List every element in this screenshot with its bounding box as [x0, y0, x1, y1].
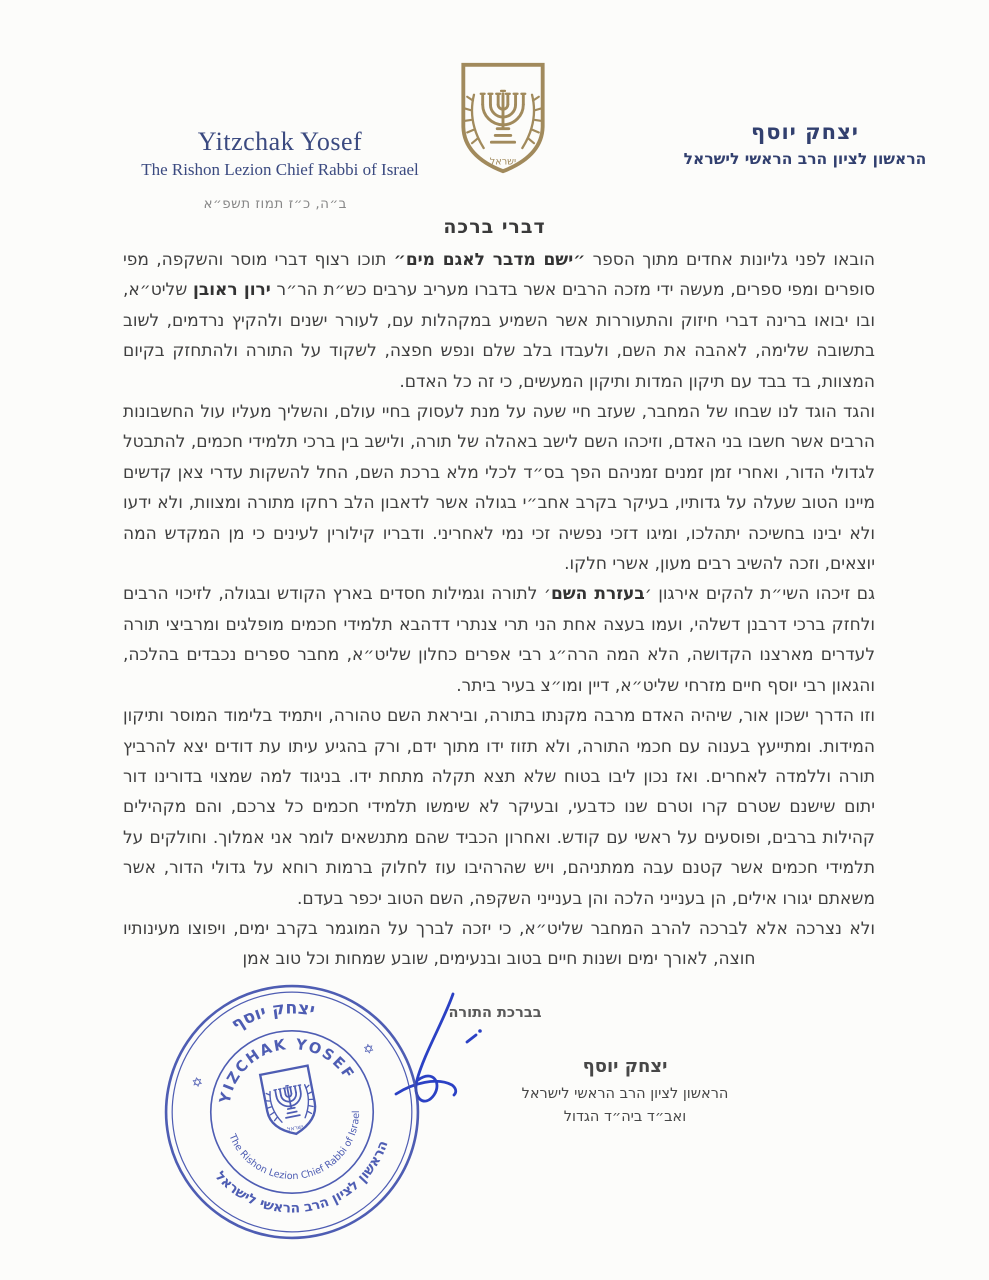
closing-blessing: בברכת התורה	[448, 1005, 542, 1021]
body-text-segment-bold: ״ישם מדבר לאגם מים״	[393, 250, 586, 270]
body-paragraph-3	[123, 579, 875, 701]
letterhead-hebrew	[655, 120, 955, 168]
stamp-name-hebrew: יצחק יוסף	[228, 998, 317, 1036]
letterhead-english	[100, 127, 460, 180]
letter-title: דברי ברכה	[443, 216, 546, 238]
body-text-segment: ׳ לתורה וגמילות חסדים בארץ הקודש ובגולה, לזיכוי הרבים ולחזק ברכי דרבנן דשלהי, ועמו בעצה אחת הני תרי צנתרי דדהבא תלמידי חכמים מופלגים ומרביצי תורה לעדרים מארצנו הקדושה, הלא המה הרה״ג רבי אפרים כחלון שליט״א, מחבר ספרים נכבדים בהלכה, והגאון רבי יוסף חיים מזרחי שליט״א, דיין ומו״צ בעיר ביתר.	[123, 584, 875, 696]
body-text-segment: וזו הדרך ישכון אור, שיהיה האדם מרבה מקנתו בתורה, וביראת השם טהורה, ויתמיד בלימוד המוסר ותיקון המידות. ומתייעץ בענוה עם חכמי התורה, ולא תזוז ידו מתוך ידם, ורק בהגיע עיתו עת דודים יצא להרביץ תורה וללמדה לאחרים. ואז נכון ליבו בטוח שלא תצא תקלה מתחת ידו. בניגוד למה שמצוי בדורינו דור יתום שישנם שטרם קרו וטרם שנו כדבעי, ובעיקר לא שימשו תלמידי חכמים כל צרכם, והם מקהילים קהילות ברבים, ופוסעים על ראשי עם קודש. ואחרון הכביד שהם מתנשאים לומר אני אמלוך. וחולקים על תלמידי חכמים אשר קטנם עבה ממתניהם, ויש שהרהיבו עוז לחלוק ברמות רוחא על גדולי הדור, אשר משאתם יגורו אילים, הן בענייני הלכה והן בענייני השקפה, השם הטוב יכפר בעדם.	[123, 706, 875, 909]
body-text-segment: והגד הוגד לנו שבחו של המחבר, שעזב חיי שעה על מנת לעסוק בחיי עולם, והשליך מעליו עול החשבונות הרבים אשר חשבו בני האדם, וזיכהו השם לישב באהלה של תורה, ולישב בין ברכי תלמידי חכמים, להתבטל לגדולי הדור, ואחרי זמן זמנים זמניהם הפך בס״ד לכלי מלא ברכת השם, החל להשקות עדרי צאן קדשים מיינו הטוב שעלה על גדותיו, בעיקר בקרב אחב״י בגולה אשר לדאבון הלב רחקו מתורה ומצוות, ולא ידעו ולא יבינו בחשיכה יתהלכו, ומיגו דזכי נפשיה זכי נמי לאחריני. ודבריו קילורין לעינים כי מן המקדש המה יוצאים, וזכה להשיב רבים מעון, אשרי חלקו.	[123, 402, 875, 575]
body-paragraph-2	[123, 397, 875, 579]
stamp-title-hebrew: הראשון לציון הרב הראשי לישראל	[211, 1138, 392, 1217]
letterhead-title-en: The Rishon Lezion Chief Rabbi of Israel	[141, 160, 419, 179]
body-text-segment-bold: בעזרת השם	[550, 584, 645, 605]
stamp-star-right-icon: ✡	[362, 1041, 376, 1059]
rabbi-round-stamp-icon	[137, 957, 447, 1267]
letter-body	[123, 245, 875, 975]
stamp-name-english: YIZCHAK YOSEF	[216, 1035, 358, 1106]
signature-title-2: ואב״ד ביה״ד הגדול	[563, 1109, 687, 1125]
israel-state-emblem-icon	[452, 58, 554, 178]
body-text-segment: תוכו רצוף דברי מוסר והשקפה, מפי סופרים ומפי ספרים, מעשה ידי מזכה הרבים אשר בדברו מעריב ערבים כש״ת הר״ר	[123, 250, 876, 301]
signature-title-1: הראשון לציון הרב הראשי לישראל	[521, 1086, 729, 1102]
body-paragraph-1	[123, 245, 875, 397]
letterhead-name-he: יצחק יוסף	[751, 120, 859, 144]
stamp-emblem-icon	[260, 1066, 320, 1139]
stamp-title-english: The Rishon Lezion Chief Rabbi of Israel	[226, 1110, 363, 1183]
body-text-segment-bold: ירון ראובן	[192, 280, 271, 301]
body-paragraph-5	[123, 914, 875, 975]
body-text-segment: הובאו לפני גליונות אחדים מתוך הספר	[585, 250, 875, 270]
body-paragraph-4	[123, 701, 875, 914]
letterhead-name-en: Yitzchak Yosef	[197, 127, 363, 156]
letterhead-title-he: הראשון לציון הרב הראשי לישראל	[683, 150, 927, 168]
stamp-star-left-icon: ✡	[190, 1074, 205, 1092]
signature-block	[520, 1056, 730, 1125]
body-text-segment: ולא נצרכה אלא לברכה להרב המחבר שליט״א, כי יזכה לברך על המוגמר בקרב ימים, ויפוצו מעינותיו חוצה, לאורך ימים ושנות חיים בטוב ובנעימים, שובע שמחות וכל טוב אמן	[123, 918, 875, 970]
date-line: ב״ה, כ״ז תמוז תשפ״א	[203, 196, 347, 212]
body-text-segment: גם זיכהו השי״ת להקים אירגון ׳	[644, 584, 876, 605]
signature-name: יצחק יוסף	[582, 1056, 668, 1077]
svg-text:YIZCHAK YOSEF	[206, 1024, 359, 1109]
body-text-segment: שליט״א, ובו יבואו ברינה דברי חיזוק והתעוררות אשר השמיע במקהלות עם, לעורר ישנים ולהקיץ נרדמים, לשוב בתשובה שלימה, לאהבה את השם, ולעבדו בלב שלם ונפש חפצה, לשקוד על התורה ולהתחזק בקיום המצוות, בד בבד עם תיקון המדות ותיקון המעשים, כי זה כל האדם.	[123, 280, 875, 392]
